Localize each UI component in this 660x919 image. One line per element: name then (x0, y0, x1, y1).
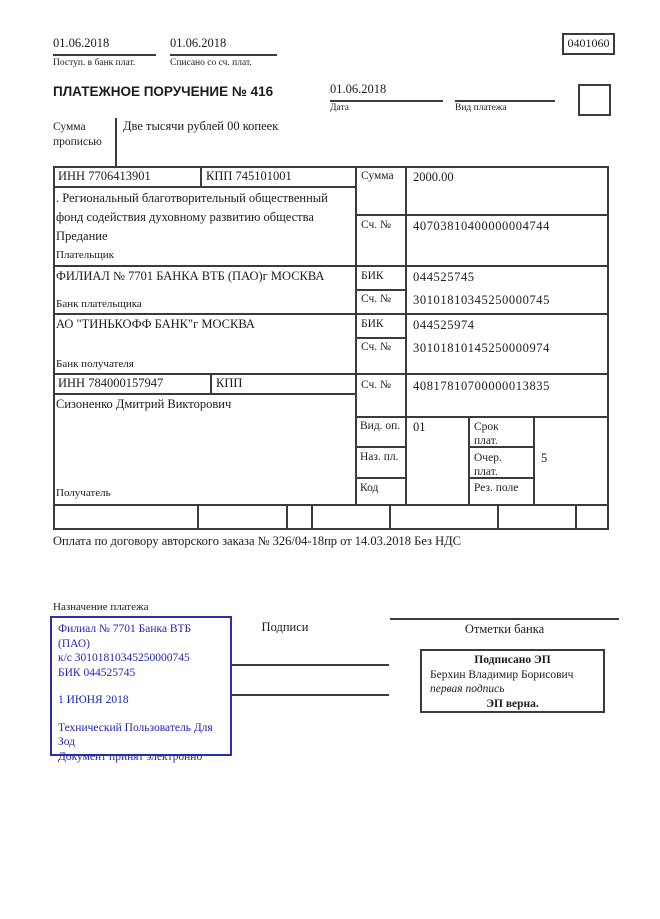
value-column-divider (405, 166, 407, 504)
extra-row-divider-3 (311, 504, 313, 528)
debited-date-label: Списано со сч. плат. (170, 58, 252, 68)
payer-bank-bik: 044525745 (413, 270, 475, 284)
stamp-user: Технический Пользователь Для Зод (58, 721, 213, 748)
ep-stamp-note: первая подпись (430, 683, 505, 695)
beneficiary-bank-bik-label: БИК (361, 318, 384, 330)
beneficiary-section-label: Получатель (56, 487, 111, 499)
bank-marks-label: Отметки банка (464, 622, 545, 636)
operation-block-top-border (355, 416, 608, 418)
extra-row-divider-4 (389, 504, 391, 528)
payer-section-border (53, 265, 608, 267)
empty-checkbox (578, 84, 611, 116)
debited-date-underline (170, 54, 277, 56)
beneficiary-bank-bik-border (355, 337, 405, 339)
vid-op-label: Вид. оп. (360, 420, 401, 432)
payer-bank-bik-label: БИК (361, 270, 384, 282)
date-underline (330, 100, 443, 102)
payment-purpose-label: Назначение платежа (53, 601, 149, 613)
extra-row-divider-1 (197, 504, 199, 528)
payer-bank-account: 30101810345250000745 (413, 293, 550, 307)
operation-col2-divider (468, 416, 470, 504)
sum-label: Сумма (361, 170, 394, 182)
payer-bank-section-border (53, 313, 608, 315)
beneficiary-bank-name: АО "ТИНЬКОФФ БАНК"г МОСКВА (56, 317, 255, 331)
payer-section-label: Плательщик (56, 249, 114, 261)
stamp-accepted: Документ принят электронно (58, 750, 203, 763)
table-top-border (53, 166, 608, 168)
signature-line-1 (232, 664, 389, 666)
payer-account: 40703810400000004744 (413, 219, 550, 233)
stamp-date: 1 ИЮНЯ 2018 (58, 694, 129, 706)
beneficiary-kpp: КПП (216, 376, 243, 390)
payer-kpp: КПП 745101001 (206, 169, 292, 183)
payment-type-label: Вид платежа (455, 103, 507, 113)
extra-row-divider-5 (497, 504, 499, 528)
stamp-corr-account: к/с 30101810345250000745 (58, 652, 190, 664)
beneficiary-name: Сизоненко Дмитрий Викторович (56, 397, 232, 411)
bank-electronic-stamp (50, 616, 232, 763)
beneficiary-account: 40817810700000013835 (413, 379, 550, 393)
sum-row-border (355, 214, 608, 216)
payer-inn-row-border (53, 186, 355, 188)
extra-row-bottom-border (53, 528, 608, 530)
ep-signature-stamp (420, 649, 605, 713)
operation-col3-divider (533, 416, 535, 504)
payer-bank-bik-border (355, 289, 405, 291)
payer-bank-account-label: Сч. № (361, 293, 392, 305)
ep-stamp-verified: ЭП верна. (486, 697, 539, 710)
beneficiary-inn-row-border (53, 393, 355, 395)
amount-words-divider (115, 118, 117, 166)
beneficiary-bank-account: 30101810145250000974 (413, 341, 550, 355)
naz-pl-border (355, 477, 405, 479)
document-date: 01.06.2018 (330, 82, 387, 96)
beneficiary-inn: ИНН 784000157947 (58, 376, 164, 390)
stamp-bik: БИК 044525745 (58, 666, 136, 679)
received-date: 01.06.2018 (53, 36, 110, 50)
ocher-plat-value: 5 (541, 451, 548, 465)
received-date-label: Поступ. в банк плат. (53, 58, 136, 68)
table-left-border (53, 166, 55, 530)
payment-type-underline (455, 100, 555, 102)
extra-row-divider-6 (575, 504, 577, 528)
stamp-spacer (58, 680, 224, 693)
srok-plat-label: Срок плат. (474, 421, 499, 447)
payment-purpose-text: Оплата по договору авторского заказа № 326/04-18пр от 14.03.2018 Без НДС (53, 534, 462, 548)
payer-name: . Региональный благотворительный общественный фонд содействия духовному развитию общества Предание (56, 191, 328, 243)
naz-pl-label: Наз. пл. (360, 451, 399, 463)
ocher-plat-label: Очер. плат. (474, 452, 502, 478)
kod-label: Код (360, 482, 379, 494)
table-right-border (607, 166, 609, 530)
payer-inn: ИНН 7706413901 (58, 169, 151, 183)
stamp-bank-name: Филиал № 7701 Банка ВТБ (ПАО) (58, 623, 192, 650)
beneficiary-bank-section-border (53, 373, 608, 375)
payer-bank-name: ФИЛИАЛ № 7701 БАНКА ВТБ (ПАО)г МОСКВА (56, 269, 325, 283)
beneficiary-account-label: Сч. № (361, 379, 392, 391)
signatures-label: Подписи (261, 620, 309, 634)
amount-words-label: Сумма прописью (53, 121, 102, 148)
signature-line-2 (232, 694, 389, 696)
payer-bank-section-label: Банк плательщика (56, 298, 142, 310)
sum-value: 2000.00 (413, 170, 454, 184)
ep-stamp-title: Подписано ЭП (474, 654, 551, 666)
received-date-underline (53, 54, 156, 56)
beneficiary-inn-kpp-divider (210, 373, 212, 393)
payer-account-label: Сч. № (361, 219, 392, 231)
beneficiary-bank-section-label: Банк получателя (56, 358, 134, 370)
vid-op-value: 01 (413, 420, 426, 434)
beneficiary-bank-bik: 044525974 (413, 318, 475, 332)
bank-marks-top-border (390, 618, 619, 620)
amount-words-value: Две тысячи рублей 00 копеек (123, 119, 279, 133)
stamp-spacer (58, 708, 224, 721)
ep-stamp-signer-name: Берхин Владимир Борисович (430, 668, 574, 681)
payer-inn-kpp-divider (200, 166, 202, 186)
form-code-box: 0401060 (562, 33, 615, 55)
vid-op-border (355, 446, 405, 448)
label-column-divider (355, 166, 357, 504)
date-label: Дата (330, 103, 349, 113)
extra-row-divider-2 (286, 504, 288, 528)
beneficiary-bank-account-label: Сч. № (361, 341, 392, 353)
document-title: ПЛАТЕЖНОЕ ПОРУЧЕНИЕ № 416 (53, 84, 274, 99)
rez-pole-label: Рез. поле (474, 482, 519, 494)
table-bottom-border (53, 504, 608, 506)
debited-date: 01.06.2018 (170, 36, 227, 50)
